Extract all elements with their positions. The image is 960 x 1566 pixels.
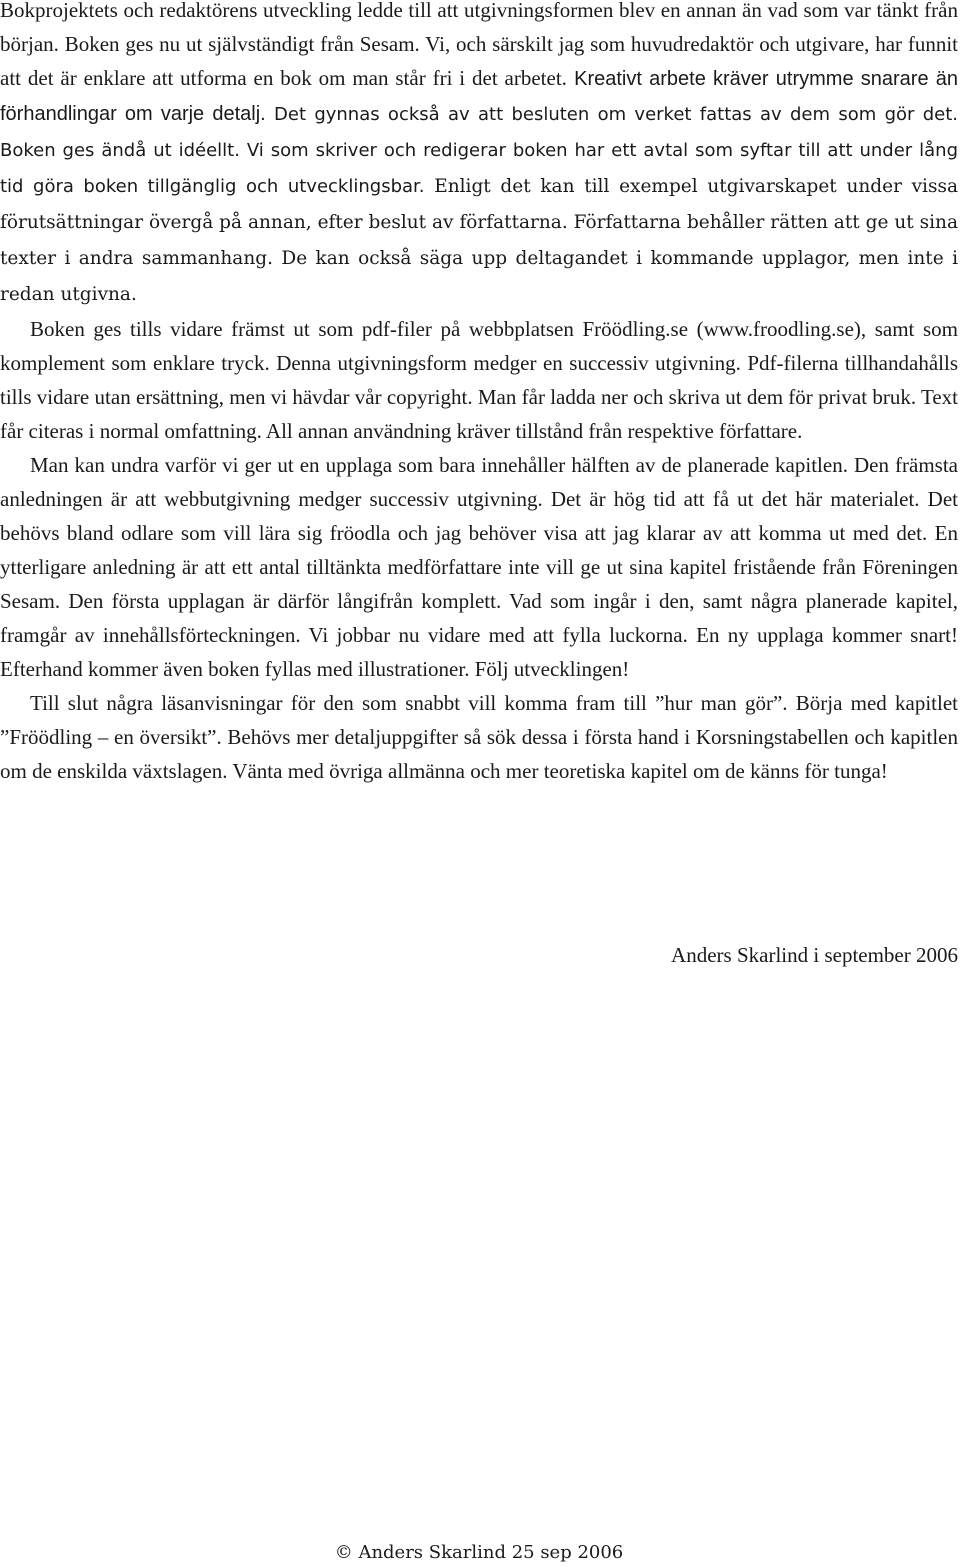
paragraph-publication-history bbox=[0, 0, 958, 312]
paragraph-reading-guide: Till slut några läsanvisningar för den som snabbt vill komma fram till ”hur man gör”. Börja med kapitlet ”Fröödling – en översikt”. Behövs mer detaljuppgifter så sök dessa i första hand i Korsningstabellen och kapitlen om de enskilda växtslagen. Vänta med övriga allmänna och mer teoretiska kapitel om de känns för tunga! bbox=[0, 691, 958, 783]
paragraph-edition-reason: Man kan undra varför vi ger ut en upplaga som bara innehåller hälften av de planerade kapitlen. Den främsta anledningen är att webbutgivning medger successiv utgivning. Det är hög tid att få ut det här materialet. Det behövs bland odlare som vill lära sig fröodla och jag behöver visa att jag klarar av att komma ut med det. En ytterligare anledning är att ett antal tilltänkta medförfattare inte vill ge ut sina kapitel fristående från Föreningen Sesam. Den första upplagan är därför långifrån komplett. Vad som ingår i den, samt några planerade kapitel, framgår av innehållsförteckningen. Vi jobbar nu vidare med att fylla luckorna. En ny upplaga kommer snart! Efterhand kommer även boken fyllas med illustrationer. Följ utvecklingen! bbox=[0, 453, 958, 681]
author-signature: Anders Skarlind i september 2006 bbox=[671, 943, 958, 967]
paragraph-distribution: Boken ges tills vidare främst ut som pdf-filer på webbplatsen Fröödling.se (www.froodling.se), samt som komplement som enklare tryck. Denna utgivningsform medger en successiv utgivning. Pdf-filerna tillhandahålls tills vidare utan ersättning, men vi hävdar vår copyright. Man får ladda ner och skriva ut dem för privat bruk. Text får citeras i normal omfattning. All annan användning kräver tillstånd från respektive författare. bbox=[0, 317, 958, 443]
paragraph-segment: Enligt det kan till exempel utgivarskapet under vissa förutsättningar övergå på annan, efter beslut av författarna. Författarna behåller rätten att ge ut sina texter i andra sammanhang. De kan också säga upp deltagandet i kommande upplagor, men inte i redan utgivna. bbox=[0, 176, 958, 305]
copyright-footer: © Anders Skarlind 25 sep 2006 bbox=[334, 1542, 624, 1563]
paragraph-segment: Det gynnas också av att besluten om verket fattas av dem som gör det. Boken ges ändå ut idéellt. Vi som skriver och redigerar boken har ett avtal som syftar till att under lång tid göra boken tillgänglig och utvecklingsbar. bbox=[0, 104, 958, 197]
paragraph-segment: Kreativt arbete kräver utrymme snarare än förhandlingar om varje detalj. bbox=[0, 68, 959, 125]
paragraph-segment: Bokprojektets och redaktörens utveckling ledde till att utgivningsformen blev en annan än vad som var tänkt från början. Boken ges nu ut självständigt från Sesam. Vi, och särskilt jag som huvudredaktör och utgivare, har funnit att det är enklare att utforma en bok om man står fri i det arbetet. bbox=[0, 0, 958, 90]
